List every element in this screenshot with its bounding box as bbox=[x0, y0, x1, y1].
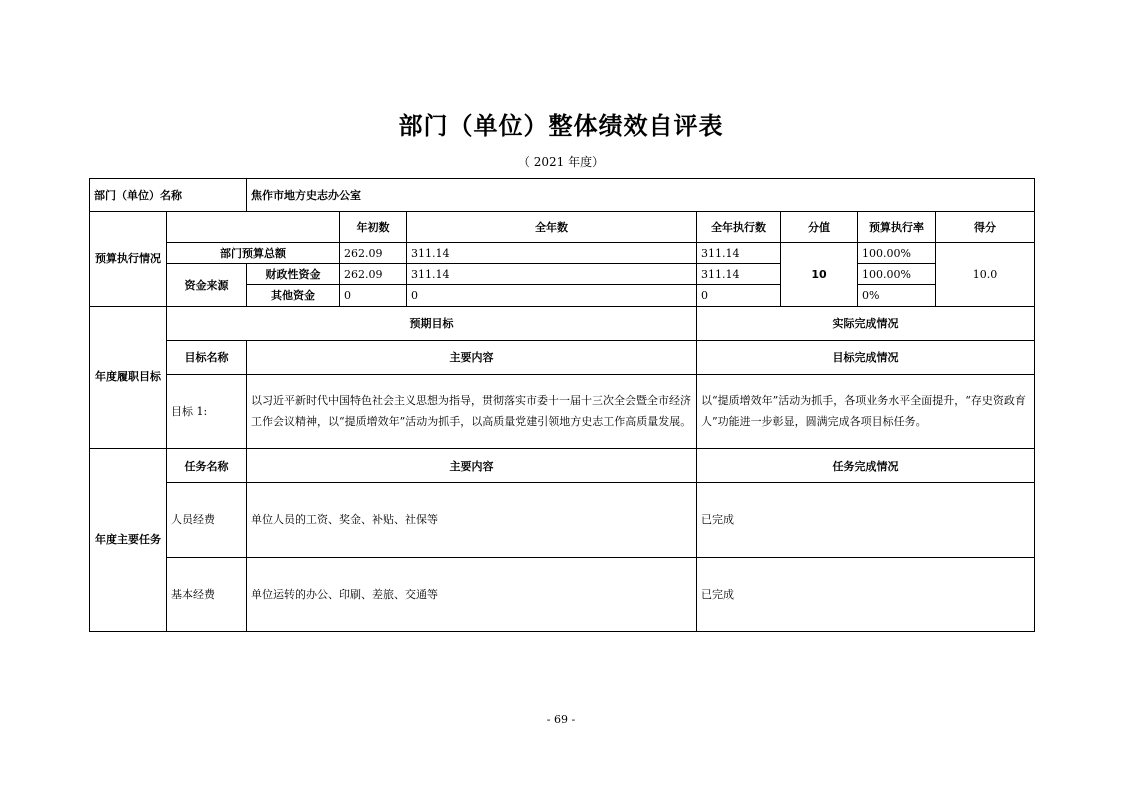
score-value: 10 bbox=[781, 243, 858, 306]
task-content: 单位人员的工资、奖金、补贴、社保等 bbox=[247, 483, 697, 557]
task-completion-header: 任务完成情况 bbox=[697, 449, 1035, 483]
goal-completion-header: 目标完成情况 bbox=[697, 340, 1035, 374]
task-name-header: 任务名称 bbox=[167, 449, 247, 483]
fiscal-initial: 262.09 bbox=[340, 264, 407, 285]
col-score-value-header: 分值 bbox=[781, 212, 858, 243]
score: 10.0 bbox=[936, 243, 1035, 306]
row-other-label: 其他资金 bbox=[247, 285, 340, 306]
task-content-header: 主要内容 bbox=[247, 449, 697, 483]
funding-source-label: 资金来源 bbox=[167, 264, 247, 306]
fiscal-exec-rate: 100.00% bbox=[858, 264, 936, 285]
task-status: 已完成 bbox=[697, 483, 1035, 557]
other-executed: 0 bbox=[697, 285, 781, 306]
task-status: 已完成 bbox=[697, 557, 1035, 631]
total-exec-rate: 100.00% bbox=[858, 243, 936, 264]
dept-name-value: 焦作市地方史志办公室 bbox=[247, 179, 1035, 212]
fiscal-full-year: 311.14 bbox=[407, 264, 697, 285]
tasks-section-label: 年度主要任务 bbox=[90, 449, 167, 632]
total-executed: 311.14 bbox=[697, 243, 781, 264]
other-exec-rate: 0% bbox=[858, 285, 936, 306]
performance-section-label: 年度履职目标 bbox=[90, 306, 167, 449]
performance-evaluation-table bbox=[89, 178, 1035, 632]
row-fiscal-label: 财政性资金 bbox=[247, 264, 340, 285]
col-initial-header: 年初数 bbox=[340, 212, 407, 243]
report-year: （ 2021 年度） bbox=[517, 155, 605, 169]
col-full-year-header: 全年数 bbox=[407, 212, 697, 243]
expected-goals-header: 预期目标 bbox=[167, 306, 697, 340]
col-score-header: 得分 bbox=[936, 212, 1035, 243]
other-full-year: 0 bbox=[407, 285, 697, 306]
goal-name-header: 目标名称 bbox=[167, 340, 247, 374]
page-title: 部门（单位）整体绩效自评表 bbox=[398, 112, 724, 140]
goal-result: 以“提质增效年”活动为抓手，各项业务水平全面提升，“存史资政育人”功能进一步彰显，圆满完成各项目标任务。 bbox=[697, 374, 1035, 448]
goal-content-header: 主要内容 bbox=[247, 340, 697, 374]
total-full-year: 311.14 bbox=[407, 243, 697, 264]
budget-section-label: 预算执行情况 bbox=[90, 212, 167, 306]
task-content: 单位运转的办公、印刷、差旅、交通等 bbox=[247, 557, 697, 631]
page-number: - 69 - bbox=[546, 713, 576, 726]
task-name: 人员经费 bbox=[167, 483, 247, 557]
dept-name-label: 部门（单位）名称 bbox=[90, 179, 247, 212]
actual-completion-header: 实际完成情况 bbox=[697, 306, 1035, 340]
task-name: 基本经费 bbox=[167, 557, 247, 631]
other-initial: 0 bbox=[340, 285, 407, 306]
budget-header-blank bbox=[167, 212, 340, 243]
col-exec-rate-header: 预算执行率 bbox=[858, 212, 936, 243]
row-total-label: 部门预算总额 bbox=[167, 243, 340, 264]
goal-name: 目标 1: bbox=[167, 374, 247, 448]
total-initial: 262.09 bbox=[340, 243, 407, 264]
goal-content: 以习近平新时代中国特色社会主义思想为指导，贯彻落实市委十一届十三次全会暨全市经济工作会议精神，以“提质增效年”活动为抓手，以高质量党建引领地方史志工作高质量发展。 bbox=[247, 374, 697, 448]
col-executed-header: 全年执行数 bbox=[697, 212, 781, 243]
fiscal-executed: 311.14 bbox=[697, 264, 781, 285]
